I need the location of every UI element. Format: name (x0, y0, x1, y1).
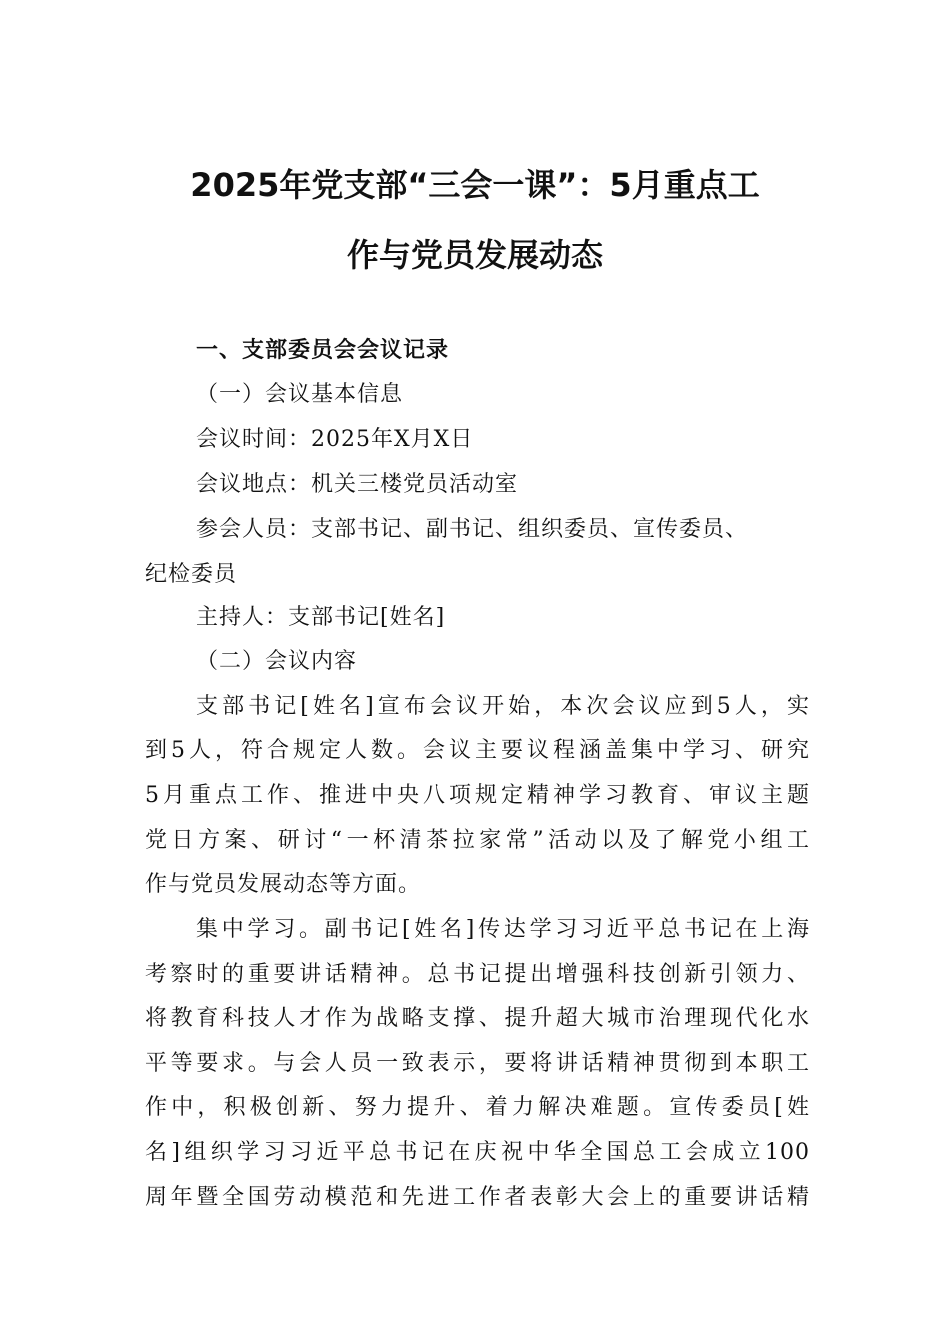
paragraph-line: 周年暨全国劳动模范和先进工作者表彰大会上的重要讲话精 (145, 1185, 810, 1210)
meeting-time: 会议时间：2025年X月X日 (196, 427, 474, 452)
subsection-heading: （一）会议基本信息 (196, 382, 404, 407)
attendees-line-2: 纪检委员 (145, 562, 238, 587)
section-heading: 一、支部委员会会议记录 (196, 338, 450, 363)
subsection-heading: （二）会议内容 (196, 649, 358, 674)
paragraph-line: 支部书记[姓名]宣布会议开始，本次会议应到5人，实 (196, 694, 810, 719)
attendees-line-1: 参会人员：支部书记、副书记、组织委员、宣传委员、 (196, 517, 749, 542)
meeting-host: 主持人：支部书记[姓名] (196, 605, 446, 630)
document-title-line-1: 2025年党支部“三会一课”：5月重点工 (190, 166, 760, 204)
paragraph-line: 考察时的重要讲话精神。总书记提出增强科技创新引领力、 (145, 962, 810, 987)
paragraph-line: 作中，积极创新、努力提升、着力解决难题。宣传委员[姓 (145, 1095, 810, 1120)
paragraph-line: 5月重点工作、推进中央八项规定精神学习教育、审议主题 (145, 783, 810, 808)
paragraph-line: 作与党员发展动态等方面。 (145, 872, 422, 897)
paragraph-line: 到5人，符合规定人数。会议主要议程涵盖集中学习、研究 (145, 738, 810, 763)
paragraph-line: 名]组织学习习近平总书记在庆祝中华全国总工会成立100 (145, 1140, 810, 1165)
paragraph-line: 党日方案、研讨“一杯清茶拉家常”活动以及了解党小组工 (145, 828, 810, 853)
paragraph-line: 平等要求。与会人员一致表示，要将讲话精神贯彻到本职工 (145, 1051, 810, 1076)
paragraph-line: 集中学习。副书记[姓名]传达学习习近平总书记在上海 (196, 917, 810, 942)
meeting-place: 会议地点：机关三楼党员活动室 (196, 472, 519, 497)
document-title-line-2: 作与党员发展动态 (346, 236, 603, 274)
paragraph-line: 将教育科技人才作为战略支撑、提升超大城市治理现代化水 (145, 1006, 810, 1031)
